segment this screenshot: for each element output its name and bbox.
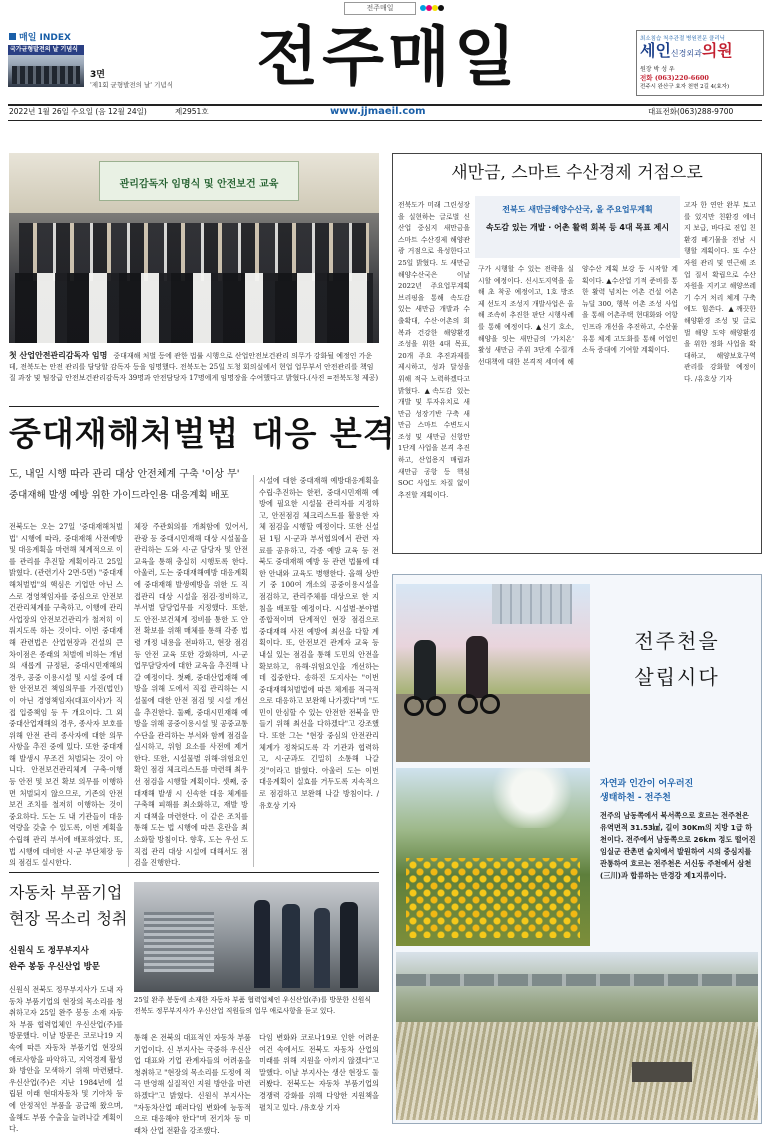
ad-clinic-dept: 신경외과 <box>670 49 702 58</box>
index-thumbnail-caption: 국가균형발전의 날 기념식 <box>8 45 84 55</box>
main-subhead-1: 도, 내일 시행 따라 관리 대상 안전체계 구축 '이상 무' <box>9 469 240 480</box>
newspaper-title: 전주매일 <box>256 21 520 95</box>
masthead-rule-bottom <box>8 120 762 121</box>
main-article-col2: 체장 주관회의를 개최함에 있어서, 관광 등 중대시민재해 대상 시설물을 관리하는 도와 시·군 담당자 및 안전교육을 통해 충실히 시행토록 한다. 아울러, 도는 중대재해예방 대응계획에 중대재해 발생예방을 위한 도 직접관리 대상 시설을 점검·정비하고, 부서별 담당업무를 지정했다. 또한, 도 안전·보건체계 정비를 통한 도 안전 확보를 위해 매체를 통해 각종 법령 개정 내용을 전파하고, 현장 점검 등 안전 교육 또한 강화하며, 시·군 업무담당자에 대한 교육을 추진해 나갈 예정이다. 첫째, 중대산업재해 예방을 위해 도에서 직접 관리하는 시설물에 대한 안전 점검 및 시설 개선을 추진한다. 둘째, 중대시민재해 예방을 위해 공중이용시설 및 공중교통수단을 관리하는 부서와 함께 점검을 실시하고, 위험 요소를 사전에 제거한다. 또한, 시설물별 위해·위험요인 확인 점검 체크리스트를 마련해 최우선 점검을 시행할 계획이다. 셋째, 중대재해 발생 시 신속한 대응 체계를 구축해 피해를 최소화하고, 재발 방지 대책을 마련한다. 이 같은 조치를 통해 도는 법 시행에 따른 혼란을 최소화할 방침이다. 향후, 도는 우선 도 직접 관리 대상 시설에 대해서도 점검을 진행한다. <box>134 522 248 868</box>
jeonjucheon-body: 전주의 남동쪽에서 북서쪽으로 흐르는 전주천은 유역면적 31.53㎢, 길이 30Km의 지방 1급 하천이다. 전주에서 남동쪽으로 26km 정도 떨어진 임실군 관촌면 슬치에서 발원하여 시의 중심지를 관통하여 흐르는 전주천은 서신동 주천에서 삼천(三川)과 합류하는 만경강 제1지류이다. <box>600 811 756 880</box>
phone-line: 대표전화(063)288-9700 <box>648 107 734 116</box>
cmyk-marks <box>420 5 444 13</box>
ceremony-caption-text: 중대재해 처벌 등에 관한 법률 시행으로 산업안전보건관리 의무가 강화될 예정인 가운데, 전북도는 안전 관리를 담당할 감독자 등을 임명했다. 전북도는 25일 도청 회의실에서 현업 업무부서 안전관리를 책임질 과장 및 팀장급 안전보건관리감독자 39명과 안전담당자 17명에게 임명장을 수여했다고 밝혔다. <box>9 352 374 382</box>
fisheries-col1: 전북도가 미래 그린성장을 실현하는 글로벌 신산업 중심지 새만금을 스마트 수산경제 해양관광 거점으로 육성한다고 25일 밝혔다. 도 새만금해양수산국은 이날 2022년 주요업무계획 브리핑을 통해 속도감 있는 새만금 개발과 수출확대, 수산·어촌의 회복과 건강한 해양환경 조성을 위한 4대 목표, 20개 주요 추진과제를 제시하고, 성과 달성을 위해 적극 노력하겠다고 밝혔다. ▲속도감 있는 개발 및 투자유치로 새만금 성장기반 구축 새만금 스마트 수변도시 조성 및 새만금 신항만 1단계 사업을 본격 추진하고, 산업용지 매립과 새만금 공항 등 핵심 SOC 사업도 차질 없이 추진할 계획이다. <box>398 201 470 499</box>
jeonjucheon-title-1[interactable]: 전주천을 <box>634 629 720 653</box>
main-subhead-2: 중대재해 발생 예방 위한 가이드라인용 대응계획 배포 <box>9 490 230 501</box>
jeonjucheon-sub-2: 생태하천 - 전주천 <box>600 793 671 803</box>
factory-photo-caption: 25일 완주 봉동에 소재한 자동차 부품 협력업체인 우신산업(주)를 방문한 신원식 전북도 정무부지사가 우신산업 직원들의 업무 애로사항을 듣고 있다. <box>134 996 371 1015</box>
section-rule <box>9 406 379 407</box>
top-tab: 전주매일 <box>344 2 416 15</box>
auto-subhead-2: 완주 봉동 우신산업 방문 <box>9 962 100 972</box>
index-label: 매일 INDEX <box>9 30 71 43</box>
ceremony-banner-title: 관리감독자 임명식 및 안전보건 교육 <box>119 179 279 190</box>
ad-clinic-address: 전주시 완산구 효자 천변 2길 4(효자) <box>640 84 730 90</box>
ad-clinic-name: 세인 <box>640 41 671 60</box>
river-photo[interactable] <box>396 952 758 1120</box>
fisheries-col2: 구가 시행할 수 있는 전략을 실시할 예정이다. 신시도지역을 올해 초 착공 예정이고, 1호 방조제 선도지 조성지 개발사업은 올해 조속히 추진한 판단 시행사례를 통해 예정이다. ▲신기 호소, 해양을 잇는 새만금의 '가치온' 활성 새만금 주위 3단계 수질개선대책에 대한 본격적 세미에 해양수산 계획 보강 등 시작할 계획이다. ▲수산업 기적 준비를 통한 활력 넘치는 어촌 건설 어촌뉴딜 300, 행복 어촌 조성 사업을 통해 어촌주택 현대화와 어항 인프라 개선을 추진하고, 수산물 유통 체계 고도화를 통해 어업인 소득 증대에 기여할 계획이다. <box>478 265 678 366</box>
auto-article-col1: 신원식 전북도 정무부지사가 도내 자동차 부품기업의 현장의 목소리를 청취하고자 25일 완주 봉동 소재 자동차 부품 협력업체인 우신산업(주)를 방문했다. 이날 방문은 코로나19 지속에 따른 자동차 부품기업 현장의 애로사항을 파악하고, 지역경제 활성화 방안을 모색하기 위해 마련됐다. 우신산업(주)은 지난 1984년에 설립된 이래 현대자동차 및 기아차 등에 안정적인 부품을 공급해 왔으며, 올해도 부품 수출을 늘려나갈 계획이다. <box>9 985 123 1134</box>
fisheries-col3: 고자 한 연안 완부 토고를 있지만 친환경 에너지 보급, 바다로 진입 친환경 폐기물을 전남 시행할 계획이다. 또 수산자원 관리 및 연근해 조업 질서 확립으로 수산자원을 지키고 해양쓰레기 수거 처리 체계 구축에도 힘쓴다. ▲깨끗한 해양환경 조성 및 글로벌 해양 도약 해양환경을 위한 정화 사업을 확대하고, 해양보호구역 관리를 강화할 예정이다. /유호상 기자 <box>684 201 756 383</box>
ad-clinic-suffix: 의원 <box>701 41 733 60</box>
issue-number: 제2951호 <box>175 107 209 116</box>
main-article-col3: 시설에 대한 중대재해 예방대응계획을 수립·추진하는 한편, 중대시민재해 예방에 필요한 시설물 관리자를 지정하고, 안전점검 체크리스트를 활용한 자체 점검을 시행할 예정이다. 또한 신설된 1팀 시·군과 부서협의에서 관련 자료를 공유하고, 각종 예방 교육 등 전북도 중대재해 예방 등 관련 법률에 대한 안내와 교육도 병행한다. 올해 상반기 중 100여 개소의 공중이용시설을 점검하고, 관리주체를 대상으로 한 지침을 배포할 예정이다. 시설별·분야별 종합적이며 단계적인 현장 점검으로 중대재해 사전 예방에 최선을 다할 계획이다. 또, 안전보건 관계자 교육 등 내실 있는 점검을 통해 도민의 안전을 확보하고, 유해·위험요인을 개선하는 데 집중한다. 송하진 도지사는 "이번 중대재해처벌법에 따른 체계를 적극적으로 대응하고 보완해 나가겠다"며 "도민이 안심할 수 있는 안전한 전북을 만들기 위해 최선을 다하겠다"고 강조했다. 또한 그는 "현장 중심의 안전관리 체계가 정착되도록 각 기관과 협력하고, 시·군과도 긴밀히 소통해 나갈 것"이라고 밝혔다. 아울러 도는 이번 대응계획이 실효를 거두도록 지속적으로 점검하고 보완해 나갈 방침이다. /유호상 기자 <box>259 476 379 810</box>
fisheries-box-sub: 속도감 있는 개발 · 어촌 활력 회복 등 4대 목표 제시 <box>485 223 670 232</box>
auto-article-col2: 통해 온 전북의 대표적인 자동차 부품기업이다. 신 부지사는 국중하 우신산업 대표와 기업 관계자들의 어려움을 청취하고 "현장의 목소리를 도정에 적극 반영해 실질적인 지원 방안을 마련하겠다"고 밝혔다. 신원식 부지사는 "자동차산업 패러다임 변화에 능동적으로 대응해야 한다"며 전기차 등 미래차 산업 전환을 강조했다. <box>134 1033 251 1135</box>
ad-clinic-tel: 전화 (063)220-6600 <box>640 74 709 82</box>
index-thumbnail[interactable] <box>8 45 84 87</box>
date-line: 2022년 1월 26일 수요일 (음 12월 24일) <box>9 107 147 116</box>
site-url[interactable]: www.jjmaeil.com <box>330 106 426 117</box>
ad-clinic[interactable] <box>636 30 764 96</box>
ceremony-caption <box>9 350 379 384</box>
jeonjucheon-title-2[interactable]: 살립시다 <box>634 665 720 689</box>
section-rule-2 <box>9 872 379 873</box>
auto-subhead-1: 신원식 도 정무부지사 <box>9 946 89 956</box>
main-headline[interactable]: 중대재해처벌법 대응 본격 <box>9 414 396 453</box>
fisheries-headline[interactable]: 새만금, 스마트 수산경제 거점으로 <box>451 163 703 183</box>
index-desc[interactable]: '제1회 균형발전의 날' 기념식 <box>90 81 173 89</box>
index-page: 3면 <box>90 70 105 80</box>
jeonjucheon-sub-1: 자연과 인간이 어우러진 <box>600 779 694 789</box>
ceremony-caption-head: 첫 산업안전관리감독자 임명 <box>9 351 108 360</box>
ad-clinic-tagline: 최소침습 척추관절 병원전문 클리닉 <box>640 36 725 42</box>
ceremony-caption-credit: (사진 =전북도청 제공) <box>308 374 379 382</box>
auto-article-col3: 다임 변화와 코로나19로 인한 어려운 여건 속에서도 전북도 자동차 산업의 미래를 위해 지원을 아끼지 않겠다"고 말했다. 이날 부지사는 생산 현장도 둘러봤다. 전북도는 자동차 부품기업의 경쟁력 강화를 위해 다양한 지원책을 펼치고 있다. /유호상 기자 <box>259 1033 379 1112</box>
auto-headline-1[interactable]: 자동차 부품기업 <box>9 883 123 902</box>
auto-headline-2[interactable]: 현장 목소리 청취 <box>9 909 128 928</box>
main-article-col1: 전북도는 오는 27일 '중대재해처벌법' 시행에 따라, 중대재해 사전예방 및 대응계획을 마련해 체계적으로 이를 관리를 추진할 계획이라고 25일 밝혔다. (관련기사 2면·5면) "중대재해처벌법"의 핵심은 기업만 아닌 스스로 경영책임자를 중심으로 안전보건관리체계를 구축하고, 이행에 관리 사업장의 안전보건관리가 철저히 이뤄지도록 하는 것이다. 이번 중대재해 관련법은 산업현장과 건설의 큰 차이점은 종래의 처벌에 비하는 개념의 새롭게 규정된, 중대시민재해의 경우, 공중 이용시설 및 시설 중에 대한 안전보건 책임의무를 가진(법인)이 아닌 경영책임자(대표이사)가 직접 입증책임 등 두 개요이다. 그 외 중대산업재해의 경우, 종사자 보호를 위해 안전 관리 종사자에 대한 의무 사항을 추진 중에 있다. 또한 중대재해 발생시 무조건 처벌되는 것이 아니다. 안전보건관리체계 구축·이행 등 안전 및 보건 확보 의무를 이행하면 처벌되지 않으므로, 기존의 안전보건 조치를 철저히 이행하는 것이 중요하다. 도는 도 내 기관들이 대응 역량을 갖출 수 있도록, 이번 계획을 수립해 관리 부서에 배포하였다. 또, 법 시행에 대비한 시·군 부단체장 등의 점검도 실시한다. <box>9 522 123 868</box>
index-marker-icon <box>9 33 16 40</box>
cyclists-photo[interactable] <box>396 584 590 762</box>
ad-clinic-director: 원장 박 성 우 <box>640 66 675 73</box>
ceremony-photo[interactable] <box>9 153 379 343</box>
flowers-photo[interactable] <box>396 768 590 946</box>
fisheries-box-title: 전북도 새만금해양수산국, 올 주요업무계획 <box>502 205 653 214</box>
factory-photo[interactable] <box>134 882 379 992</box>
